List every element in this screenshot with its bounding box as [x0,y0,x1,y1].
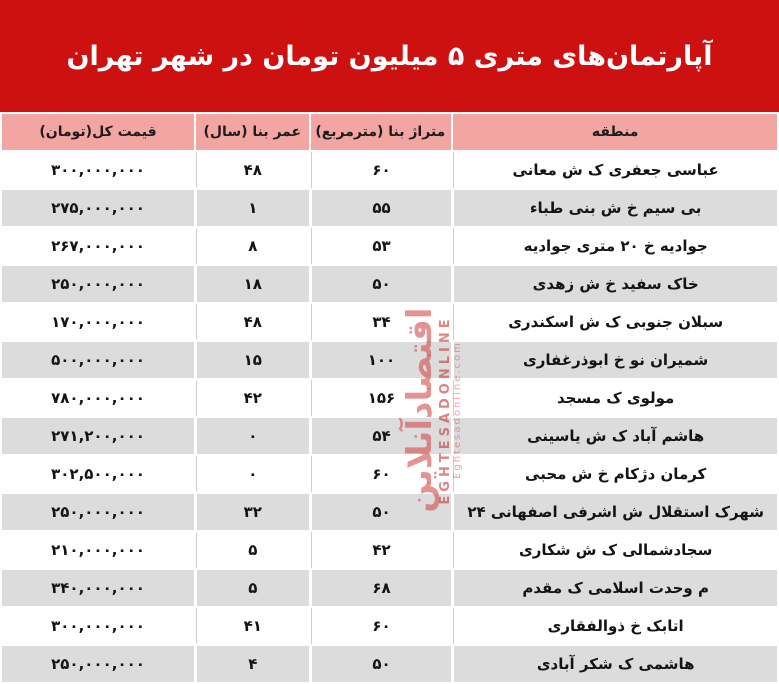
age-cell: ۵ [196,570,309,606]
watermark-site-url: Eghtesadonline.com [452,341,463,479]
table-row [2,494,777,530]
region-cell: شهرک استقلال ش اشرفی اصفهانی ۲۴ [453,494,777,530]
table-row [2,418,777,454]
area-cell: ۵۵ [311,190,452,226]
area-cell: ۵۳ [311,228,452,264]
area-cell: ۵۰ [311,266,452,302]
price-cell: ۳۰۰,۰۰۰,۰۰۰ [2,608,194,644]
age-cell: ۴۲ [196,380,309,416]
area-cell: ۵۰ [311,646,452,682]
price-cell: ۳۴۰,۰۰۰,۰۰۰ [2,570,194,606]
price-cell: ۲۷۵,۰۰۰,۰۰۰ [2,190,194,226]
column-header-age: عمر بنا (سال) [196,114,309,150]
age-cell: ۱۵ [196,342,309,378]
table-row [2,646,777,682]
region-cell: خاک سفید خ ش زهدی [453,266,777,302]
table-row [2,304,777,340]
price-cell: ۲۱۰,۰۰۰,۰۰۰ [2,532,194,568]
table-header-row [2,114,777,150]
age-cell: ۸ [196,228,309,264]
area-cell: ۶۰ [311,456,452,492]
table-row [2,190,777,226]
price-cell: ۲۶۷,۰۰۰,۰۰۰ [2,228,194,264]
area-cell: ۵۰ [311,494,452,530]
price-cell: ۲۵۰,۰۰۰,۰۰۰ [2,646,194,682]
age-cell: ۰ [196,456,309,492]
age-cell: ۱۸ [196,266,309,302]
region-cell: بی سیم خ ش بنی طباء [453,190,777,226]
region-cell: هاشمی ک شکر آبادی [453,646,777,682]
region-cell: م وحدت اسلامی ک مقدم [453,570,777,606]
table-row [2,456,777,492]
table-row [2,532,777,568]
region-cell: اتابک خ ذوالفقاری [453,608,777,644]
age-cell: ۴۸ [196,152,309,188]
table-row [2,152,777,188]
region-cell: عباسی جعفری ک ش معانی [453,152,777,188]
area-cell: ۵۴ [311,418,452,454]
area-cell: ۱۵۶ [311,380,452,416]
region-cell: سبلان جنوبی ک ش اسکندری [453,304,777,340]
age-cell: ۰ [196,418,309,454]
price-cell: ۷۸۰,۰۰۰,۰۰۰ [2,380,194,416]
page-title: آپارتمان‌های متری ۵ میلیون تومان در شهر تهران [66,40,713,72]
table-row [2,342,777,378]
column-header-region: منطقه [453,114,777,150]
region-cell: کرمان دژکام خ ش محبی [453,456,777,492]
table-row [2,266,777,302]
watermark-persian-logo: اقتصادآنلاین [400,307,440,513]
price-cell: ۲۵۰,۰۰۰,۰۰۰ [2,266,194,302]
column-header-price: قیمت کل(تومان) [2,114,194,150]
watermark-site-name: EGHTESADONLINE [438,315,453,505]
table-row [2,608,777,644]
region-cell: سجادشمالی ک ش شکاری [453,532,777,568]
price-cell: ۲۵۰,۰۰۰,۰۰۰ [2,494,194,530]
price-cell: ۲۷۱,۲۰۰,۰۰۰ [2,418,194,454]
price-cell: ۳۰۲,۵۰۰,۰۰۰ [2,456,194,492]
area-cell: ۶۰ [311,608,452,644]
area-cell: ۶۸ [311,570,452,606]
area-cell: ۴۲ [311,532,452,568]
table-row [2,228,777,264]
region-cell: جوادیه خ ۲۰ متری جوادیه [453,228,777,264]
title-banner [0,0,779,112]
region-cell: مولوی ک مسجد [453,380,777,416]
price-cell: ۱۷۰,۰۰۰,۰۰۰ [2,304,194,340]
age-cell: ۵ [196,532,309,568]
age-cell: ۴۸ [196,304,309,340]
column-header-area: متراژ بنا (مترمربع) [311,114,452,150]
apartments-table [0,112,779,684]
area-cell: ۶۰ [311,152,452,188]
table-row [2,570,777,606]
area-cell: ۳۴ [311,304,452,340]
age-cell: ۴۱ [196,608,309,644]
area-cell: ۱۰۰ [311,342,452,378]
age-cell: ۱ [196,190,309,226]
table-body [2,152,777,682]
table-row [2,380,777,416]
price-cell: ۵۰۰,۰۰۰,۰۰۰ [2,342,194,378]
price-cell: ۳۰۰,۰۰۰,۰۰۰ [2,152,194,188]
age-cell: ۳۲ [196,494,309,530]
region-cell: هاشم آباد ک ش یاسینی [453,418,777,454]
age-cell: ۴ [196,646,309,682]
region-cell: شمیران نو خ ابوذرغفاری [453,342,777,378]
